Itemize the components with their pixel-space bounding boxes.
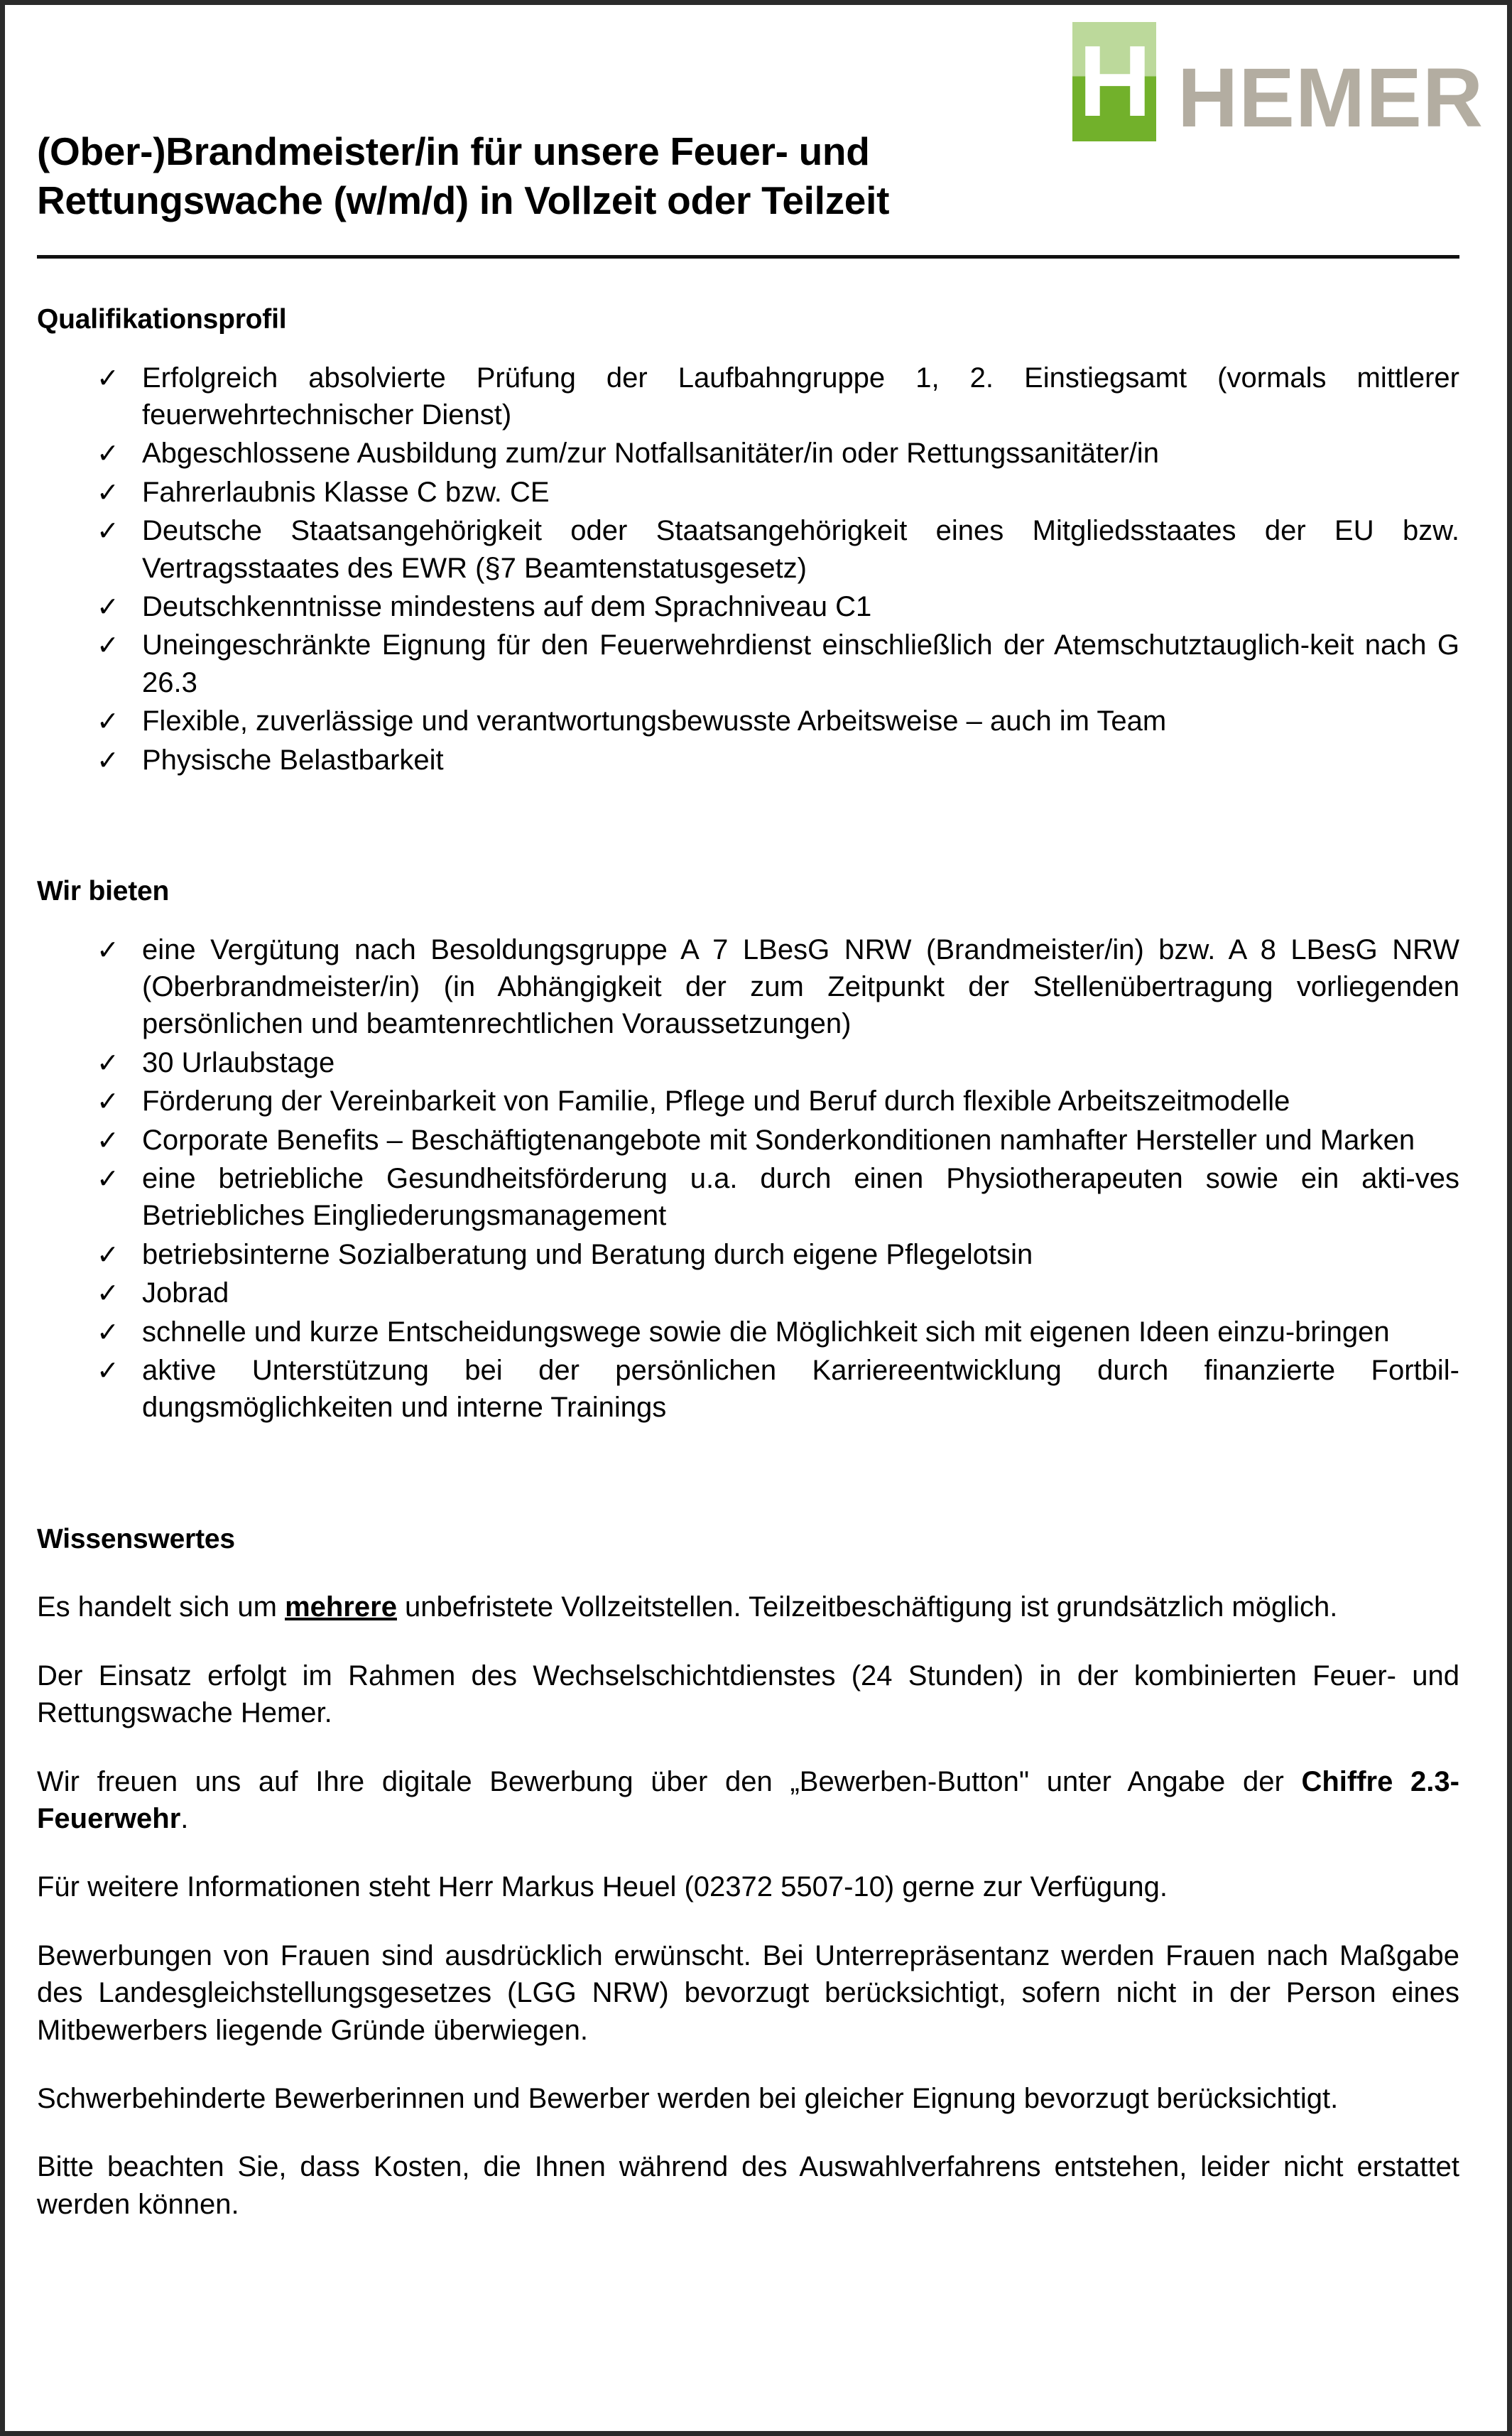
- paragraph-text: unbefristete Vollzeitstellen. Teilzeitbeschäftigung ist grundsätzlich möglich.: [396, 1591, 1338, 1623]
- paragraph-application: [37, 1763, 1459, 1838]
- document-body: [37, 261, 1459, 2223]
- document-header: [37, 5, 1484, 261]
- check-icon: ✓: [97, 515, 119, 547]
- hemer-logo-mark-icon: [1072, 22, 1156, 141]
- list-item-label: Erfolgreich absolvierte Prüfung der Laufbahngruppe 1, 2. Einstiegsamt (vormals mittlerer feuerwehrtechnischer Dienst): [142, 362, 1459, 431]
- list-item-label: aktive Unterstützung bei der persönlichen Karriereentwicklung durch finanzierte Fortbil-dungsmöglichkeiten und interne Trainings: [142, 1354, 1459, 1424]
- list-item-label: Deutsche Staatsangehörigkeit oder Staatsangehörigkeit eines Mitgliedsstaates der EU bzw. Vertragsstaates des EWR (§7 Beamtenstatusgesetz): [142, 515, 1459, 584]
- check-icon: ✓: [97, 1277, 119, 1309]
- spacer: [37, 338, 1459, 359]
- list-item: [37, 703, 1459, 740]
- check-icon: ✓: [97, 438, 119, 470]
- logo-h-letter: H: [1078, 25, 1151, 138]
- spacer: [37, 2117, 1459, 2148]
- check-icon: ✓: [97, 1163, 119, 1195]
- offer-list: [37, 931, 1459, 1427]
- logo-wordmark: HEMER: [1177, 51, 1484, 145]
- spacer: [37, 2049, 1459, 2080]
- list-item: [37, 474, 1459, 511]
- header-divider: [37, 255, 1459, 259]
- list-item: [37, 1314, 1459, 1350]
- list-item-label: 30 Urlaubstage: [142, 1046, 335, 1078]
- page-content: [37, 5, 1484, 2223]
- list-item-label: Fahrerlaubnis Klasse C bzw. CE: [142, 476, 550, 508]
- list-item: [37, 1044, 1459, 1081]
- emphasis-mehrere: mehrere: [285, 1591, 397, 1623]
- check-icon: ✓: [97, 1124, 119, 1156]
- section-heading-offer: Wir bieten: [37, 875, 170, 906]
- list-item: [37, 512, 1459, 587]
- list-item-label: Corporate Benefits – Beschäftigtenangebote mit Sonderkonditionen namhafter Hersteller und Marken: [142, 1124, 1415, 1156]
- list-item-label: eine Vergütung nach Besoldungsgruppe A 7 LBesG NRW (Brandmeister/in) bzw. A 8 LBesG NRW (Oberbrandmeister/in) (in Abhängigkeit der zum Zeitpunkt der Stellenübertragung vorliegenden persönlichen und beamtenrechtlichen Voraussetzungen): [142, 933, 1459, 1040]
- chiffre-code: Chiffre 2.3-Feuerwehr: [37, 1765, 1459, 1834]
- check-icon: ✓: [97, 629, 119, 661]
- paragraph-costs: Bitte beachten Sie, dass Kosten, die Ihnen während des Auswahlverfahrens entstehen, leider nicht erstattet werden können.: [37, 2151, 1459, 2220]
- list-item: [37, 1236, 1459, 1273]
- spacer: [37, 1732, 1459, 1763]
- qualification-list: [37, 359, 1459, 779]
- check-icon: ✓: [97, 1316, 119, 1348]
- page-title: (Ober-)Brandmeister/in für unsere Feuer- und Rettungswache (w/m/d) in Vollzeit oder Teilzeit: [37, 129, 890, 223]
- paragraph-text: Es handelt sich um: [37, 1591, 285, 1623]
- list-item: [37, 359, 1459, 434]
- paragraph-women-encouraged: Bewerbungen von Frauen sind ausdrücklich erwünscht. Bei Unterrepräsentanz werden Frauen nach Maßgabe des Landesgleichstellungsgesetzes (LGG NRW) bevorzugt berücksichtigt, sofern nicht in der Person eines Mitbewerbers liegende Gründe überwiegen.: [37, 1939, 1459, 2046]
- list-item: [37, 931, 1459, 1043]
- check-icon: ✓: [97, 933, 119, 965]
- check-icon: ✓: [97, 476, 119, 508]
- list-item: [37, 1122, 1459, 1159]
- check-icon: ✓: [97, 362, 119, 394]
- list-item: [37, 435, 1459, 472]
- list-item-label: Förderung der Vereinbarkeit von Familie, Pflege und Beruf durch flexible Arbeitszeitmodelle: [142, 1086, 1290, 1117]
- section-heading-good-to-know: Wissenswertes: [37, 1523, 235, 1554]
- list-item: [37, 588, 1459, 625]
- paragraph-text: Wir freuen uns auf Ihre digitale Bewerbung über den „Bewerben-Button" unter Angabe der: [37, 1765, 1302, 1797]
- list-item-label: Flexible, zuverlässige und verantwortungsbewusste Arbeitsweise – auch im Team: [142, 705, 1167, 737]
- list-item-label: eine betriebliche Gesundheitsförderung u.a. durch einen Physiotherapeuten sowie ein akti-ves Betriebliches Eingliederungsmanagement: [142, 1163, 1459, 1232]
- spacer: [37, 1626, 1459, 1657]
- check-icon: ✓: [97, 705, 119, 737]
- list-item-label: schnelle und kurze Entscheidungswege sowie die Möglichkeit sich mit eigenen Ideen einzu-bringen: [142, 1316, 1390, 1348]
- paragraph-positions: [37, 1588, 1459, 1625]
- check-icon: ✓: [97, 744, 119, 776]
- list-item: [37, 1352, 1459, 1427]
- list-item-label: Jobrad: [142, 1277, 229, 1309]
- spacer: [37, 1428, 1459, 1522]
- list-item-label: Uneingeschränkte Eignung für den Feuerwehrdienst einschließlich der Atemschutztauglich-keit nach G 26.3: [142, 629, 1459, 698]
- list-item: [37, 1274, 1459, 1311]
- check-icon: ✓: [97, 591, 119, 623]
- list-item: [37, 627, 1459, 701]
- spacer: [37, 1557, 1459, 1588]
- list-item-label: betriebsinterne Sozialberatung und Beratung durch eigene Pflegelotsin: [142, 1238, 1033, 1270]
- check-icon: ✓: [97, 1086, 119, 1117]
- list-item-label: Physische Belastbarkeit: [142, 744, 444, 776]
- section-heading-qualification: Qualifikationsprofil: [37, 304, 287, 335]
- check-icon: ✓: [97, 1354, 119, 1386]
- spacer: [37, 780, 1459, 874]
- spacer: [37, 1837, 1459, 1868]
- paragraph-shift-work: Der Einsatz erfolgt im Rahmen des Wechselschichtdienstes (24 Stunden) in der kombinierten Feuer- und Rettungswache Hemer.: [37, 1660, 1459, 1729]
- list-item-label: Abgeschlossene Ausbildung zum/zur Notfallsanitäter/in oder Rettungssanitäter/in: [142, 438, 1159, 470]
- check-icon: ✓: [97, 1046, 119, 1078]
- list-item: [37, 1160, 1459, 1235]
- paragraph-text: .: [180, 1803, 189, 1834]
- hemer-logo: [1072, 22, 1484, 145]
- list-item: [37, 742, 1459, 779]
- check-icon: ✓: [97, 1238, 119, 1270]
- spacer: [37, 910, 1459, 931]
- list-item: [37, 1083, 1459, 1120]
- list-item-label: Deutschkenntnisse mindestens auf dem Sprachniveau C1: [142, 591, 872, 623]
- paragraph-disability: Schwerbehinderte Bewerberinnen und Bewerber werden bei gleicher Eignung bevorzugt berücksichtigt.: [37, 2082, 1339, 2114]
- spacer: [37, 1906, 1459, 1937]
- paragraph-contact: Für weitere Informationen steht Herr Markus Heuel (02372 5507-10) gerne zur Verfügung.: [37, 1871, 1168, 1903]
